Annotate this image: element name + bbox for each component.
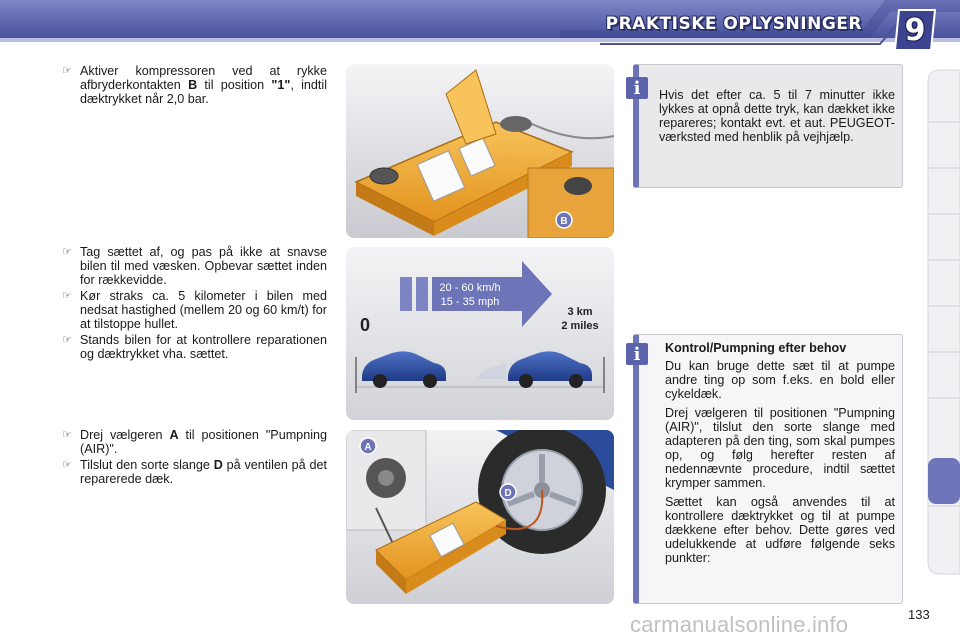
speed-mph-label: 15 - 35 mph bbox=[440, 296, 500, 308]
figure-label-b: B bbox=[560, 216, 568, 227]
instruction-bullet: ☞ Aktiver kompressoren ved at rykke afbryderkontakten B til position "1", indtil dæktrykket når 2,0 bar. bbox=[62, 64, 328, 106]
pointing-hand-icon: ☞ bbox=[62, 429, 72, 441]
info-paragraph: Du kan bruge dette sæt til at pumpe andre ting op som f.eks. en bold eller cykeldæk. bbox=[665, 359, 895, 401]
start-zero-label: 0 bbox=[360, 315, 371, 335]
drive-distance-illustration bbox=[346, 247, 614, 420]
pointing-hand-icon: ☞ bbox=[62, 65, 72, 77]
figure-label-a: A bbox=[364, 442, 372, 453]
page-title: PRAKTISKE OPLYSNINGER bbox=[605, 14, 862, 34]
compressor-kit-illustration bbox=[346, 64, 614, 238]
chapter-number: 9 bbox=[904, 12, 926, 48]
pointing-hand-icon: ☞ bbox=[62, 459, 72, 471]
figure-label-d: D bbox=[504, 488, 512, 499]
pointing-hand-icon: ☞ bbox=[62, 290, 72, 302]
info-paragraph: Sættet kan også anvendes til at kontrollere dæktrykket og til at pumpe dækkene efter behov. Dette gøres ved udelukkende at udføre følgende seks punkter: bbox=[665, 495, 895, 565]
label-d: D bbox=[213, 458, 223, 472]
label-b: B bbox=[188, 78, 198, 92]
position-1-label: "1" bbox=[271, 78, 291, 92]
info-heading: Kontrol/Pumpning efter behov bbox=[665, 341, 847, 355]
instruction-bullet: ☞ Drej vælgeren A til positionen "Pumpning (AIR)". bbox=[62, 428, 327, 456]
watermark: carmanualsonline.info bbox=[630, 612, 849, 637]
chapter-tab-strip bbox=[926, 66, 960, 578]
info-icon: i bbox=[626, 77, 648, 99]
pointing-hand-icon: ☞ bbox=[62, 246, 72, 258]
info-text: Hvis det efter ca. 5 til 7 minutter ikke lykkes at opnå dette tryk, kan dækket ikke repareres; kontakt evt. et aut. PEUGEOT-værksted med henblik på vejhjælp. bbox=[659, 88, 895, 144]
speed-kmh-label: 20 - 60 km/h bbox=[439, 282, 501, 294]
distance-miles-label: 2 miles bbox=[561, 320, 599, 332]
instruction-bullet: ☞ Stands bilen for at kontrollere reparationen og dæktrykket vha. sættet. bbox=[62, 333, 327, 361]
label-a: A bbox=[169, 428, 179, 442]
instruction-section-1 bbox=[62, 64, 327, 108]
instruction-bullet: ☞ Tilslut den sorte slange D på ventilen på det reparerede dæk. bbox=[62, 458, 327, 486]
instruction-section-3 bbox=[62, 428, 327, 488]
distance-km-label: 3 km bbox=[567, 306, 593, 318]
info-paragraph: Drej vælgeren til positionen "Pumpning (AIR)", tilslut den sorte slange med adapteren på den ting, som skal pumpes op, og følg herefter resten af nedennævnte procedure, indtil sættet krymper sammen. bbox=[665, 406, 895, 490]
instruction-bullet: ☞ Kør straks ca. 5 kilometer i bilen med nedsat hastighed (mellem 20 og 60 km/t) for at tilstoppe hullet. bbox=[62, 289, 327, 331]
info-box-pumping bbox=[633, 334, 903, 604]
instruction-section-2 bbox=[62, 245, 327, 363]
page-number: 133 bbox=[908, 607, 930, 622]
compressor-tyre-illustration bbox=[346, 430, 614, 604]
pointing-hand-icon: ☞ bbox=[62, 334, 72, 346]
info-box-pressure-warning bbox=[633, 64, 903, 188]
info-icon: i bbox=[626, 343, 648, 365]
instruction-bullet: ☞ Tag sættet af, og pas på ikke at snavse bilen til med væsken. Opbevar sættet inden for rækkevidde. bbox=[62, 245, 327, 287]
